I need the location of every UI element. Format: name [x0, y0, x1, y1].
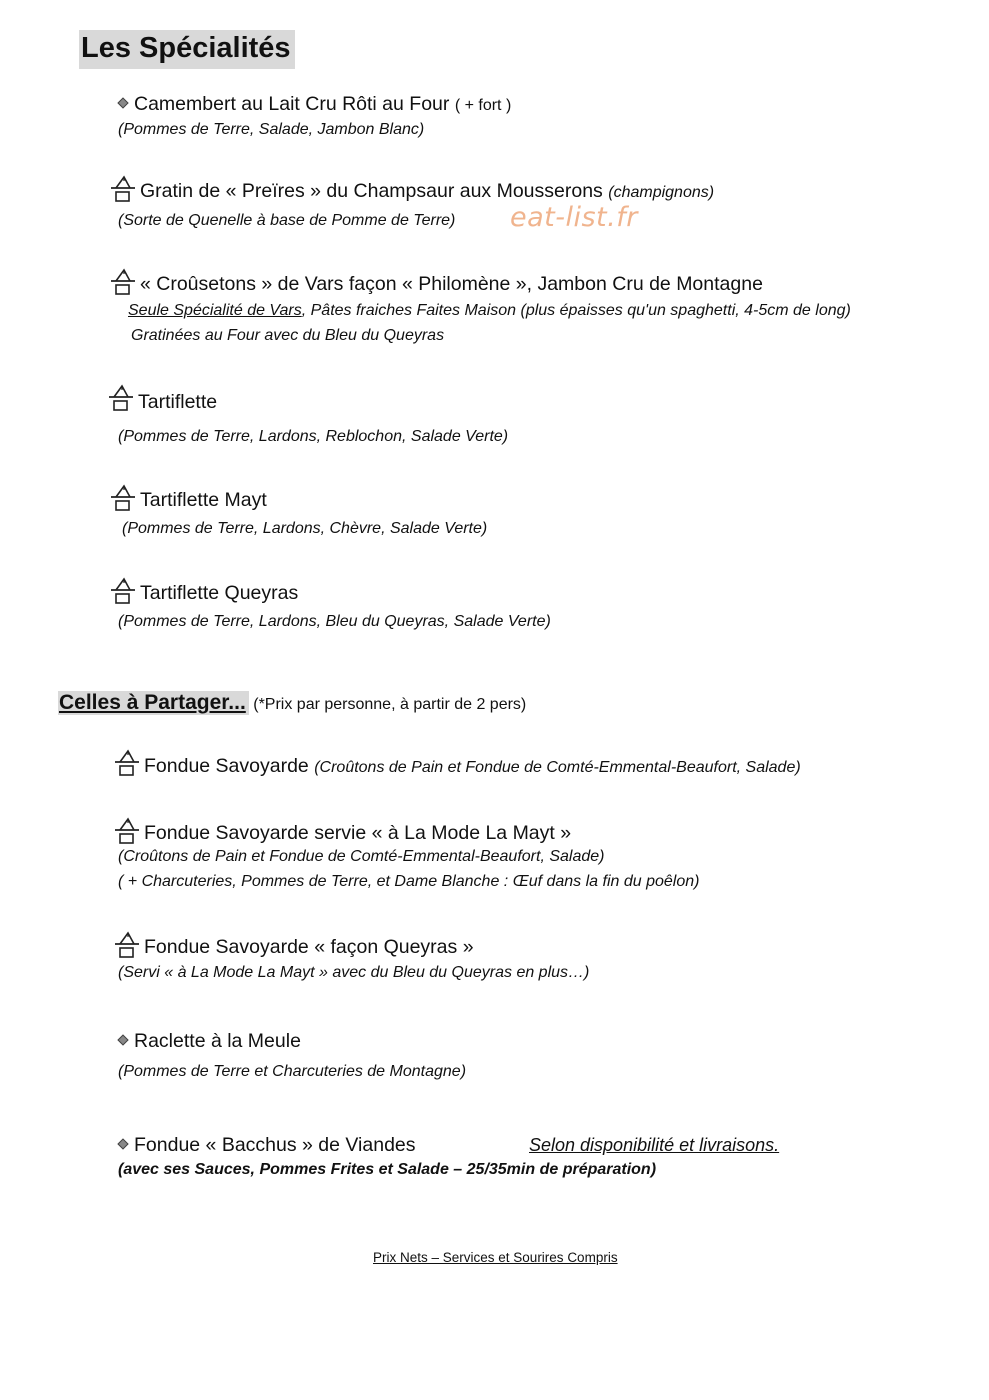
menu-item-tartiflette-mayt: Tartiflette Mayt [110, 484, 267, 512]
diamond-bullet-icon [117, 1035, 128, 1046]
menu-item-desc: (Pommes de Terre, Lardons, Bleu du Queyras, Salade Verte) [118, 613, 551, 630]
menu-item-desc: Seule Spécialité de Vars, Pâtes fraiches Faites Maison (plus épaisses qu'un spaghetti, 4-5cm de long) [128, 302, 851, 319]
menu-item-desc: (Pommes de Terre, Lardons, Reblochon, Salade Verte) [118, 428, 509, 445]
section-title-specialites: Les Spécialités [79, 30, 295, 69]
menu-item-tartiflette: Tartiflette [108, 382, 217, 414]
menu-item-camembert: Camembert au Lait Cru Rôti au Four ( + fort ) [117, 93, 511, 116]
diamond-bullet-icon [117, 1139, 128, 1150]
menu-item-desc: (avec ses Sauces, Pommes Frites et Salade – 25/35min de préparation) [118, 1161, 657, 1178]
section-note: (*Prix par personne, à partir de 2 pers) [253, 696, 527, 713]
mountain-chalet-icon [110, 268, 136, 296]
footer-note: Prix Nets – Services et Sourires Compris [373, 1250, 618, 1265]
menu-item-fondue-mayt: Fondue Savoyarde servie « à La Mode La Mayt » [114, 817, 571, 845]
menu-item-crousetons: « Croûsetons » de Vars façon « Philomène », Jambon Cru de Montagne [110, 268, 763, 296]
diamond-bullet-icon [117, 98, 128, 109]
menu-item-fondue-bacchus: Fondue « Bacchus » de Viandes [117, 1134, 416, 1157]
mountain-chalet-icon [114, 748, 140, 778]
menu-item-desc: (Sorte de Quenelle à base de Pomme de Terre) [118, 212, 456, 229]
menu-item-desc-2: ( + Charcuteries, Pommes de Terre, et Dame Blanche : Œuf dans la fin du poêlon) [118, 873, 700, 890]
mountain-chalet-icon [110, 577, 136, 605]
menu-item-desc: (Pommes de Terre, Lardons, Chèvre, Salade Verte) [122, 520, 488, 537]
mountain-chalet-icon [114, 817, 140, 845]
mountain-chalet-icon [108, 382, 134, 414]
availability-note: Selon disponibilité et livraisons. [529, 1135, 780, 1155]
menu-item-raclette: Raclette à la Meule [117, 1030, 301, 1053]
section-header-partager [58, 691, 526, 715]
menu-item-fondue-savoyarde: Fondue Savoyarde (Croûtons de Pain et Fondue de Comté-Emmental-Beaufort, Salade) [114, 748, 801, 778]
section-title-partager: Celles à Partager... [58, 691, 249, 715]
menu-item-desc: (Croûtons de Pain et Fondue de Comté-Emmental-Beaufort, Salade) [118, 848, 605, 865]
mountain-chalet-icon [110, 175, 136, 203]
menu-item-desc: (Pommes de Terre, Salade, Jambon Blanc) [118, 121, 425, 138]
menu-item-desc: (Servi « à La Mode La Mayt » avec du Bleu du Queyras en plus…) [118, 964, 590, 981]
menu-item-gratin: Gratin de « Preïres » du Champsaur aux Mousserons (champignons) [110, 175, 714, 203]
mountain-chalet-icon [114, 931, 140, 959]
menu-item-desc-2: Gratinées au Four avec du Bleu du Queyras [131, 327, 445, 344]
mountain-chalet-icon [110, 484, 136, 512]
menu-item-tartiflette-queyras: Tartiflette Queyras [110, 577, 298, 605]
watermark: eat-list.fr [510, 202, 638, 233]
menu-item-fondue-queyras: Fondue Savoyarde « façon Queyras » [114, 931, 474, 959]
menu-item-desc: (Pommes de Terre et Charcuteries de Montagne) [118, 1063, 467, 1080]
